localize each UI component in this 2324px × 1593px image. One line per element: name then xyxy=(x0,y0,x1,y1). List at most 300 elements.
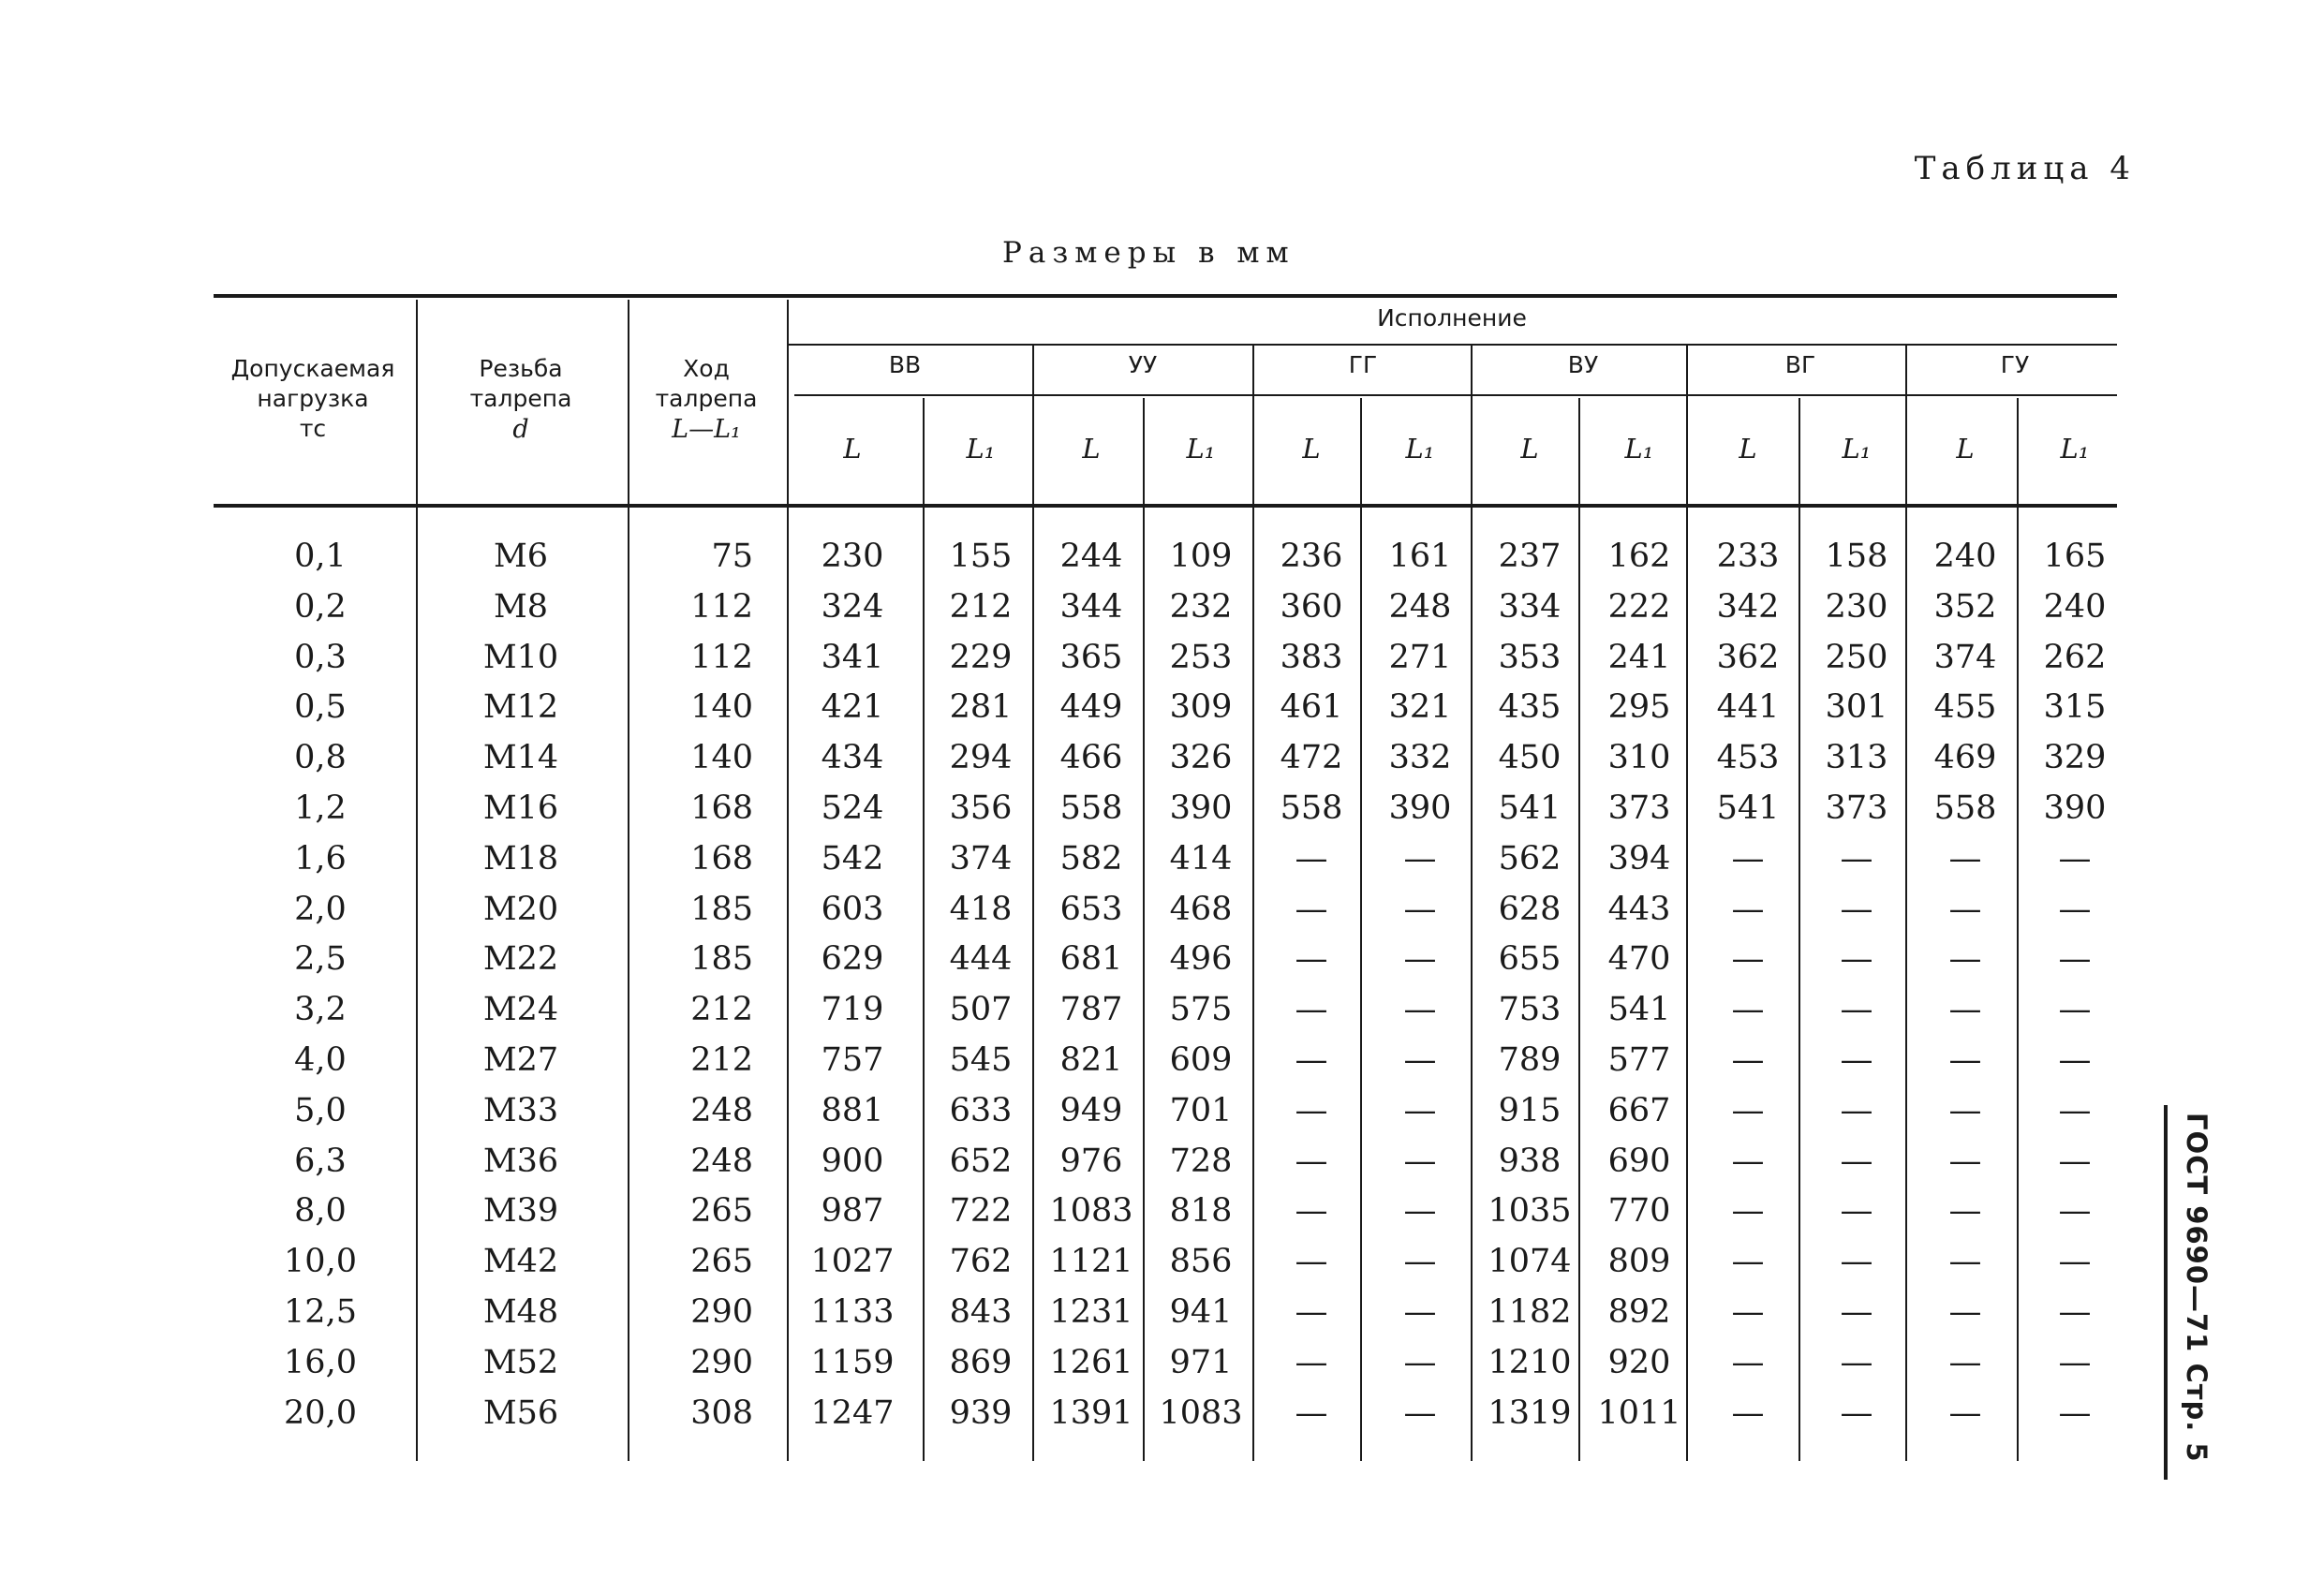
table-cell: — xyxy=(1295,1293,1328,1331)
table-cell: 719 xyxy=(821,991,884,1029)
table-cell: 352 xyxy=(1933,587,1997,626)
table-cell: 390 xyxy=(1169,789,1233,827)
table-cell: 281 xyxy=(949,688,1013,727)
table-cell: М24 xyxy=(482,991,559,1029)
table-cell: 787 xyxy=(1059,991,1123,1029)
table-cell: 470 xyxy=(1607,940,1671,979)
table-cell: 435 xyxy=(1498,688,1562,727)
table-cell: — xyxy=(1840,940,1873,979)
table-cell: 310 xyxy=(1607,739,1671,777)
table-cell: 161 xyxy=(1388,538,1452,575)
table-cell: — xyxy=(1948,1243,1982,1281)
table-cell: — xyxy=(1731,1343,1765,1381)
table-cell: 140 xyxy=(690,688,753,727)
table-cell: — xyxy=(1948,1091,1982,1129)
table-cell: — xyxy=(2058,890,2092,928)
table-cell: — xyxy=(2058,1343,2092,1381)
table-cell: — xyxy=(1840,1343,1873,1381)
table-cell: 0,8 xyxy=(294,739,347,777)
table-cell: 633 xyxy=(949,1091,1013,1129)
page-side-caption xyxy=(2164,1105,2218,1480)
table-cell: 326 xyxy=(1169,739,1233,777)
column-divider xyxy=(416,300,418,1461)
table-cell: 976 xyxy=(1059,1142,1123,1180)
table-cell: 155 xyxy=(949,538,1013,575)
table-cell: 939 xyxy=(949,1394,1013,1432)
table-cell: 770 xyxy=(1607,1192,1671,1231)
table-cell: — xyxy=(2058,991,2092,1029)
table-cell: 390 xyxy=(1388,789,1452,827)
sub-header-l1: L₁ xyxy=(1624,433,1654,465)
table-cell: — xyxy=(1731,890,1765,928)
table-cell: 582 xyxy=(1059,839,1123,878)
table-cell: 1182 xyxy=(1488,1293,1572,1331)
table-cell: 0,2 xyxy=(294,587,347,626)
table-cell: 1011 xyxy=(1597,1394,1681,1432)
table-cell: 290 xyxy=(690,1293,753,1331)
sub-header-l: L xyxy=(1082,433,1101,465)
table-cell: 165 xyxy=(2043,538,2107,575)
table-cell: — xyxy=(1840,991,1873,1029)
table-cell: 308 xyxy=(690,1394,753,1432)
table-cell: — xyxy=(1403,1293,1437,1331)
table-cell: М8 xyxy=(493,587,549,626)
table-cell: 421 xyxy=(821,688,884,727)
table-cell: 971 xyxy=(1169,1343,1233,1381)
table-cell: — xyxy=(1403,839,1437,878)
table-cell: — xyxy=(1295,1091,1328,1129)
table-cell: 20,0 xyxy=(284,1394,357,1432)
table-cell: — xyxy=(1840,1041,1873,1079)
table-cell: 324 xyxy=(821,587,884,626)
table-cell: — xyxy=(1403,1041,1437,1079)
table-cell: 233 xyxy=(1716,538,1780,575)
table-cell: 1231 xyxy=(1049,1293,1133,1331)
table-cell: 1261 xyxy=(1049,1343,1133,1381)
table-cell: 562 xyxy=(1498,839,1562,878)
table-cell: — xyxy=(2058,1243,2092,1281)
table-cell: 577 xyxy=(1607,1041,1671,1079)
table-cell: 443 xyxy=(1607,890,1671,928)
table-cell: — xyxy=(1948,1343,1982,1381)
table-cell: — xyxy=(1295,940,1328,979)
thread-header-line3: d xyxy=(512,415,529,444)
table-cell: 232 xyxy=(1169,587,1233,626)
table-cell: — xyxy=(1948,1142,1982,1180)
table-cell: — xyxy=(1403,1343,1437,1381)
table-cell: 542 xyxy=(821,839,884,878)
table-cell: 609 xyxy=(1169,1041,1233,1079)
table-cell: 444 xyxy=(949,940,1013,979)
table-cell: 575 xyxy=(1169,991,1233,1029)
table-cell: 222 xyxy=(1607,587,1671,626)
table-cell: 900 xyxy=(821,1142,884,1180)
table-cell: 334 xyxy=(1498,587,1562,626)
table-cell: М42 xyxy=(482,1243,559,1281)
header-bottom-rule xyxy=(214,504,2117,508)
sub-header-l: L xyxy=(843,433,862,465)
table-cell: 5,0 xyxy=(294,1091,347,1129)
table-cell: 3,2 xyxy=(294,991,347,1029)
table-cell: — xyxy=(2058,940,2092,979)
table-cell: 541 xyxy=(1498,789,1562,827)
table-cell: — xyxy=(1731,1192,1765,1231)
table-cell: 8,0 xyxy=(294,1192,347,1231)
table-cell: 949 xyxy=(1059,1091,1123,1129)
sub-header-l: L xyxy=(1739,433,1757,465)
table-cell: 356 xyxy=(949,789,1013,827)
stroke-header xyxy=(628,354,785,447)
table-cell: 449 xyxy=(1059,688,1123,727)
table-cell: — xyxy=(2058,1192,2092,1231)
table-cell: 230 xyxy=(1825,587,1888,626)
table-cell: 162 xyxy=(1607,538,1671,575)
table-cell: 230 xyxy=(821,538,884,575)
table-cell: — xyxy=(1731,1394,1765,1432)
table-cell: 344 xyxy=(1059,587,1123,626)
table-cell: 75 xyxy=(711,538,753,575)
table-cell: — xyxy=(1731,991,1765,1029)
table-cell: 466 xyxy=(1059,739,1123,777)
table-cell: — xyxy=(1295,1243,1328,1281)
table-cell: 690 xyxy=(1607,1142,1671,1180)
table-cell: — xyxy=(1948,940,1982,979)
table-cell: М6 xyxy=(493,538,549,575)
table-cell: 455 xyxy=(1933,688,1997,727)
table-cell: М33 xyxy=(482,1091,559,1129)
load-header-line2: нагрузка xyxy=(257,385,369,412)
table-cell: 248 xyxy=(1388,587,1452,626)
table-cell: 915 xyxy=(1498,1091,1562,1129)
table-cell: 892 xyxy=(1607,1293,1671,1331)
thread-header-line2: талрепа xyxy=(469,385,572,412)
table-cell: 414 xyxy=(1169,839,1233,878)
table-cell: 394 xyxy=(1607,839,1671,878)
table-cell: 212 xyxy=(690,1041,753,1079)
table-cell: 856 xyxy=(1169,1243,1233,1281)
table-cell: 0,1 xyxy=(294,538,347,575)
table-cell: — xyxy=(1840,1243,1873,1281)
table-cell: 701 xyxy=(1169,1091,1233,1129)
table-cell: 295 xyxy=(1607,688,1671,727)
table-cell: 2,5 xyxy=(294,940,347,979)
table-cell: — xyxy=(1840,839,1873,878)
table-top-rule xyxy=(214,294,2117,298)
table-cell: М14 xyxy=(482,739,559,777)
table-cell: 920 xyxy=(1607,1343,1671,1381)
sub-header-l: L xyxy=(1302,433,1321,465)
table-cell: 185 xyxy=(690,890,753,928)
table-cell: — xyxy=(1731,839,1765,878)
table-cell: 809 xyxy=(1607,1243,1671,1281)
table-cell: М20 xyxy=(482,890,559,928)
table-cell: 541 xyxy=(1716,789,1780,827)
table-cell: 762 xyxy=(949,1243,1013,1281)
sub-header-l: L xyxy=(1956,433,1975,465)
table-cell: 294 xyxy=(949,739,1013,777)
table-cell: М10 xyxy=(482,638,559,676)
table-cell: 353 xyxy=(1498,638,1562,676)
sub-header-l1: L₁ xyxy=(1405,433,1435,465)
column-divider xyxy=(787,300,789,1461)
table-cell: — xyxy=(1295,1142,1328,1180)
table-cell: 496 xyxy=(1169,940,1233,979)
table-cell: 265 xyxy=(690,1192,753,1231)
table-cell: 1159 xyxy=(810,1343,895,1381)
stroke-header-line1: Ход xyxy=(683,355,730,382)
table-cell: — xyxy=(2058,1142,2092,1180)
table-cell: 265 xyxy=(690,1243,753,1281)
table-cell: — xyxy=(2058,1293,2092,1331)
table-cell: 315 xyxy=(2043,688,2107,727)
sub-header-l: L xyxy=(1520,433,1539,465)
table-cell: — xyxy=(1295,1192,1328,1231)
table-cell: 290 xyxy=(690,1343,753,1381)
table-cell: — xyxy=(2058,1091,2092,1129)
execution-rule xyxy=(787,344,2117,346)
table-cell: 1027 xyxy=(810,1243,895,1281)
table-cell: — xyxy=(1731,1142,1765,1180)
table-cell: 390 xyxy=(2043,789,2107,827)
table-cell: 434 xyxy=(821,739,884,777)
table-cell: 681 xyxy=(1059,940,1123,979)
table-cell: М22 xyxy=(482,940,559,979)
execution-group-3: ГГ xyxy=(1348,351,1378,378)
table-cell: М36 xyxy=(482,1142,559,1180)
table-cell: 722 xyxy=(949,1192,1013,1231)
execution-group-2: УУ xyxy=(1128,351,1158,378)
table-cell: 653 xyxy=(1059,890,1123,928)
table-cell: 558 xyxy=(1059,789,1123,827)
table-cell: — xyxy=(1295,839,1328,878)
table-cell: 1,2 xyxy=(294,789,347,827)
table-cell: 362 xyxy=(1716,638,1780,676)
sub-header-l1: L₁ xyxy=(2060,433,2090,465)
table-cell: 1121 xyxy=(1049,1243,1133,1281)
table-cell: 629 xyxy=(821,940,884,979)
table-cell: — xyxy=(1840,1091,1873,1129)
table-cell: 0,3 xyxy=(294,638,347,676)
table-cell: 271 xyxy=(1388,638,1452,676)
table-cell: 652 xyxy=(949,1142,1013,1180)
table-cell: 843 xyxy=(949,1293,1013,1331)
table-cell: — xyxy=(1948,1293,1982,1331)
table-cell: 253 xyxy=(1169,638,1233,676)
table-cell: 1247 xyxy=(810,1394,895,1432)
table-cell: 1210 xyxy=(1488,1343,1572,1381)
table-cell: — xyxy=(1840,1394,1873,1432)
table-cell: 941 xyxy=(1169,1293,1233,1331)
table-cell: 450 xyxy=(1498,739,1562,777)
table-cell: 789 xyxy=(1498,1041,1562,1079)
table-cell: М18 xyxy=(482,839,559,878)
table-cell: 212 xyxy=(690,991,753,1029)
table-cell: 309 xyxy=(1169,688,1233,727)
table-cell: 728 xyxy=(1169,1142,1233,1180)
table-cell: 240 xyxy=(1933,538,1997,575)
table-cell: — xyxy=(1840,890,1873,928)
table-cell: 869 xyxy=(949,1343,1013,1381)
table-cell: — xyxy=(1295,890,1328,928)
table-cell: 383 xyxy=(1280,638,1343,676)
group-rule xyxy=(794,394,2117,396)
load-header xyxy=(214,354,412,444)
table-cell: — xyxy=(1840,1142,1873,1180)
table-cell: 1074 xyxy=(1488,1243,1572,1281)
table-cell: 313 xyxy=(1825,739,1888,777)
table-cell: 229 xyxy=(949,638,1013,676)
table-cell: — xyxy=(1948,1394,1982,1432)
table-cell: — xyxy=(2058,1041,2092,1079)
stroke-header-line3: L—L₁ xyxy=(672,415,741,444)
table-cell: 441 xyxy=(1716,688,1780,727)
table-cell: 329 xyxy=(2043,739,2107,777)
table-cell: 461 xyxy=(1280,688,1343,727)
table-cell: 241 xyxy=(1607,638,1671,676)
table-cell: 341 xyxy=(821,638,884,676)
table-cell: 1,6 xyxy=(294,839,347,878)
table-cell: М39 xyxy=(482,1192,559,1231)
table-cell: — xyxy=(1295,991,1328,1029)
table-cell: — xyxy=(2058,1394,2092,1432)
table-cell: — xyxy=(1948,991,1982,1029)
table-cell: — xyxy=(1295,1041,1328,1079)
sub-header-l1: L₁ xyxy=(966,433,996,465)
table-number-label: Таблица 4 xyxy=(1914,150,2136,187)
table-cell: — xyxy=(1403,1142,1437,1180)
table-cell: — xyxy=(1403,1091,1437,1129)
table-cell: 1035 xyxy=(1488,1192,1572,1231)
table-cell: 1391 xyxy=(1049,1394,1133,1432)
table-cell: — xyxy=(1731,940,1765,979)
units-caption: Размеры в мм xyxy=(1002,236,1295,270)
table-cell: 244 xyxy=(1059,538,1123,575)
table-cell: — xyxy=(2058,839,2092,878)
table-cell: — xyxy=(1731,1041,1765,1079)
execution-group-4: ВУ xyxy=(1567,351,1599,378)
table-cell: М56 xyxy=(482,1394,559,1432)
execution-header: Исполнение xyxy=(1377,304,1527,332)
table-cell: 0,5 xyxy=(294,688,347,727)
table-cell: 818 xyxy=(1169,1192,1233,1231)
table-cell: 1083 xyxy=(1159,1394,1243,1432)
table-cell: 237 xyxy=(1498,538,1562,575)
table-cell: 373 xyxy=(1825,789,1888,827)
table-cell: 881 xyxy=(821,1091,884,1129)
table-cell: 2,0 xyxy=(294,890,347,928)
table-cell: М12 xyxy=(482,688,559,727)
table-cell: 248 xyxy=(690,1142,753,1180)
table-cell: М27 xyxy=(482,1041,559,1079)
stroke-header-line2: талрепа xyxy=(655,385,758,412)
table-cell: 109 xyxy=(1169,538,1233,575)
table-cell: 1319 xyxy=(1488,1394,1572,1432)
table-cell: 342 xyxy=(1716,587,1780,626)
table-cell: — xyxy=(1295,1343,1328,1381)
table-cell: 212 xyxy=(949,587,1013,626)
table-cell: 140 xyxy=(690,739,753,777)
table-cell: — xyxy=(1840,1192,1873,1231)
table-cell: 667 xyxy=(1607,1091,1671,1129)
table-cell: М16 xyxy=(482,789,559,827)
table-cell: 987 xyxy=(821,1192,884,1231)
table-cell: — xyxy=(1948,1041,1982,1079)
table-cell: 374 xyxy=(1933,638,1997,676)
table-cell: 10,0 xyxy=(284,1243,357,1281)
table-cell: 1133 xyxy=(810,1293,895,1331)
table-cell: 453 xyxy=(1716,739,1780,777)
table-cell: 168 xyxy=(690,839,753,878)
table-cell: — xyxy=(1840,1293,1873,1331)
table-cell: 558 xyxy=(1933,789,1997,827)
table-cell: 374 xyxy=(949,839,1013,878)
table-cell: 757 xyxy=(821,1041,884,1079)
table-cell: 753 xyxy=(1498,991,1562,1029)
table-cell: 12,5 xyxy=(284,1293,357,1331)
table-cell: 240 xyxy=(2043,587,2107,626)
thread-header xyxy=(416,354,626,447)
table-cell: 628 xyxy=(1498,890,1562,928)
table-cell: — xyxy=(1731,1293,1765,1331)
table-cell: — xyxy=(1403,1394,1437,1432)
table-cell: — xyxy=(1403,991,1437,1029)
table-cell: — xyxy=(1295,1394,1328,1432)
table-cell: 938 xyxy=(1498,1142,1562,1180)
table-cell: 541 xyxy=(1607,991,1671,1029)
table-cell: 655 xyxy=(1498,940,1562,979)
table-cell: 248 xyxy=(690,1091,753,1129)
sub-header-l1: L₁ xyxy=(1186,433,1216,465)
table-cell: 112 xyxy=(690,638,753,676)
table-cell: 603 xyxy=(821,890,884,928)
table-cell: 236 xyxy=(1280,538,1343,575)
table-cell: — xyxy=(1731,1091,1765,1129)
sub-header-l1: L₁ xyxy=(1842,433,1872,465)
table-cell: 1083 xyxy=(1049,1192,1133,1231)
table-cell: — xyxy=(1948,1192,1982,1231)
table-cell: — xyxy=(1948,839,1982,878)
execution-group-1: ВВ xyxy=(888,351,922,378)
table-cell: 360 xyxy=(1280,587,1343,626)
table-cell: 524 xyxy=(821,789,884,827)
table-cell: 250 xyxy=(1825,638,1888,676)
table-cell: 168 xyxy=(690,789,753,827)
column-divider xyxy=(628,300,629,1461)
standard-page-label: ГОСТ 9690—71 Стр. 5 xyxy=(2181,1113,2213,1463)
table-cell: 112 xyxy=(690,587,753,626)
table-cell: — xyxy=(1403,890,1437,928)
table-cell: 468 xyxy=(1169,890,1233,928)
table-cell: 16,0 xyxy=(284,1343,357,1381)
table-cell: — xyxy=(1403,1192,1437,1231)
table-cell: 545 xyxy=(949,1041,1013,1079)
execution-group-5: ВГ xyxy=(1784,351,1816,378)
load-header-line3: тс xyxy=(299,415,327,442)
table-cell: 418 xyxy=(949,890,1013,928)
execution-group-6: ГУ xyxy=(2000,351,2030,378)
table-cell: 185 xyxy=(690,940,753,979)
table-cell: — xyxy=(1403,940,1437,979)
table-cell: — xyxy=(1948,890,1982,928)
table-cell: 262 xyxy=(2043,638,2107,676)
table-cell: 373 xyxy=(1607,789,1671,827)
load-header-line1: Допускаемая xyxy=(230,355,395,382)
table-cell: 469 xyxy=(1933,739,1997,777)
table-cell: 821 xyxy=(1059,1041,1123,1079)
table-cell: 301 xyxy=(1825,688,1888,727)
table-cell: — xyxy=(1731,1243,1765,1281)
table-cell: 321 xyxy=(1388,688,1452,727)
